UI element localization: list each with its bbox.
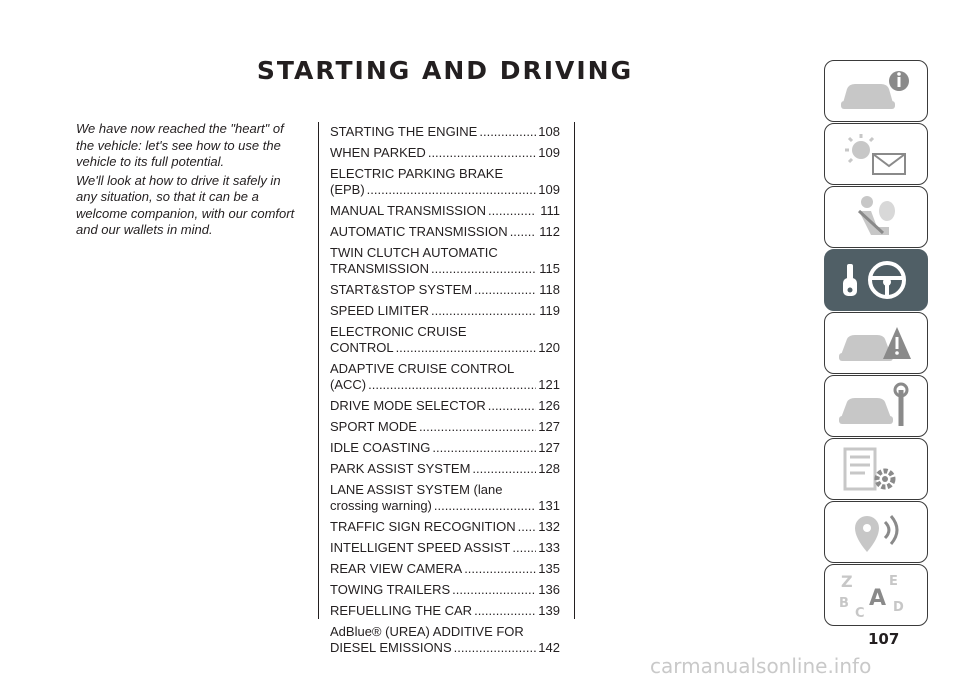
toc-leader-dots xyxy=(368,377,536,393)
toc-leader-dots xyxy=(510,224,536,240)
toc-entry[interactable] xyxy=(330,461,560,477)
toc-page-number: 128 xyxy=(538,461,560,476)
watermark-text: carmanualsonline.info xyxy=(650,654,872,678)
toc-entry-label: ELECTRIC PARKING BRAKE xyxy=(330,166,504,181)
toc-leader-dots xyxy=(512,540,536,556)
toc-leader-dots xyxy=(431,261,536,277)
tab-warning-lights[interactable] xyxy=(824,123,928,185)
toc-entry-label: WHEN PARKED xyxy=(330,145,426,160)
toc-entry[interactable] xyxy=(330,245,560,277)
toc-entry-label: (EPB) xyxy=(330,182,365,197)
toc-entry-label: LANE ASSIST SYSTEM (lane xyxy=(330,482,503,497)
toc-entry-label: INTELLIGENT SPEED ASSIST xyxy=(330,540,511,555)
toc-entry-label: IDLE COASTING xyxy=(330,440,431,455)
toc-entry-label: PARK ASSIST SYSTEM xyxy=(330,461,471,476)
multimedia-icon xyxy=(837,508,917,558)
toc-page-number: 131 xyxy=(538,498,560,513)
toc-page-number: 133 xyxy=(538,540,560,555)
tab-servicing[interactable] xyxy=(824,375,928,437)
toc-page-number: 111 xyxy=(540,203,560,218)
toc-page-number: 127 xyxy=(538,440,560,455)
toc-entry-label: DRIVE MODE SELECTOR xyxy=(330,398,486,413)
toc-page-number: 119 xyxy=(539,303,560,318)
tab-multimedia[interactable] xyxy=(824,501,928,563)
toc-page-number: 139 xyxy=(538,603,560,618)
toc-leader-dots xyxy=(396,340,536,356)
toc-page-number: 135 xyxy=(538,561,560,576)
svg-text:Z: Z xyxy=(841,572,853,591)
toc-entry[interactable] xyxy=(330,224,560,240)
toc-leader-dots xyxy=(464,561,536,577)
intro-text xyxy=(76,121,302,241)
toc-page-number: 126 xyxy=(538,398,560,413)
svg-text:D: D xyxy=(893,600,904,615)
toc-entry[interactable] xyxy=(330,124,560,140)
column-divider-left xyxy=(318,122,319,619)
toc-leader-dots xyxy=(454,640,536,656)
tab-car-info[interactable] xyxy=(824,60,928,122)
toc-entry-label: START&STOP SYSTEM xyxy=(330,282,473,297)
toc-page-number: 115 xyxy=(539,261,560,276)
seat-airbag-icon xyxy=(837,193,917,243)
toc-leader-dots xyxy=(419,419,536,435)
toc-entry-label: SPORT MODE xyxy=(330,419,417,434)
toc-entry[interactable] xyxy=(330,519,560,535)
tab-technical-data[interactable] xyxy=(824,438,928,500)
toc-entry-label: MANUAL TRANSMISSION xyxy=(330,203,487,218)
toc-entry[interactable] xyxy=(330,303,560,319)
car-emergency-icon xyxy=(837,319,917,369)
toc-entry[interactable] xyxy=(330,398,560,414)
warning-lights-message-icon xyxy=(837,130,917,180)
toc-entry[interactable] xyxy=(330,203,560,219)
car-maintenance-wrench-icon xyxy=(837,382,917,432)
toc-entry[interactable] xyxy=(330,166,560,198)
toc-entry-label: (ACC) xyxy=(330,377,367,392)
toc-entry[interactable] xyxy=(330,603,560,619)
toc-entry-label: TRANSMISSION xyxy=(330,261,429,276)
toc-entry-label: AdBlue® (UREA) ADDITIVE FOR xyxy=(330,624,524,639)
toc-entry[interactable] xyxy=(330,361,560,393)
toc-entry-label: TRAFFIC SIGN RECOGNITION xyxy=(330,519,516,534)
toc-entry-label: DIESEL EMISSIONS xyxy=(330,640,452,655)
toc-leader-dots xyxy=(518,519,536,535)
toc-page-number: 120 xyxy=(538,340,560,355)
toc-entry-label: SPEED LIMITER xyxy=(330,303,429,318)
toc-leader-dots xyxy=(428,145,536,161)
toc-entry-label: REAR VIEW CAMERA xyxy=(330,561,463,576)
toc-entry-label: STARTING THE ENGINE xyxy=(330,124,478,139)
toc-leader-dots xyxy=(474,282,536,298)
toc-leader-dots xyxy=(431,303,536,319)
toc-leader-dots xyxy=(474,603,536,619)
toc-entry[interactable] xyxy=(330,419,560,435)
column-divider-right xyxy=(574,122,575,619)
toc-entry[interactable] xyxy=(330,561,560,577)
toc-page-number: 109 xyxy=(538,145,560,160)
tab-starting-driving[interactable] xyxy=(824,249,928,311)
toc-page-number: 118 xyxy=(539,282,560,297)
specifications-gear-icon xyxy=(837,445,917,495)
toc-entry[interactable] xyxy=(330,540,560,556)
svg-text:A: A xyxy=(869,586,887,611)
toc-leader-dots xyxy=(367,182,536,198)
toc-page-number: 127 xyxy=(538,419,560,434)
toc-leader-dots xyxy=(479,124,536,140)
table-of-contents xyxy=(330,124,560,661)
toc-entry[interactable] xyxy=(330,440,560,456)
toc-entry[interactable] xyxy=(330,482,560,514)
toc-entry[interactable] xyxy=(330,145,560,161)
tab-index[interactable] xyxy=(824,564,928,626)
toc-entry[interactable] xyxy=(330,324,560,356)
tab-safety[interactable] xyxy=(824,186,928,248)
key-steering-wheel-icon xyxy=(837,256,917,306)
svg-text:C: C xyxy=(855,606,865,621)
toc-entry[interactable] xyxy=(330,624,560,656)
intro-paragraph: We have now reached the "heart" of the vehicle: let's see how to use the vehicle to its full potential. xyxy=(76,121,284,169)
toc-page-number: 132 xyxy=(538,519,560,534)
svg-text:E: E xyxy=(889,574,898,589)
toc-leader-dots xyxy=(434,498,536,514)
toc-entry-label: AUTOMATIC TRANSMISSION xyxy=(330,224,508,239)
toc-entry-label: crossing warning) xyxy=(330,498,432,513)
page-title: STARTING AND DRIVING xyxy=(256,56,634,85)
toc-leader-dots xyxy=(472,461,536,477)
intro-paragraph: We'll look at how to drive it safely in any situation, so that it can be a welcome companion, with our comfort and our wallets in mind. xyxy=(76,172,295,237)
toc-entry-label: CONTROL xyxy=(330,340,394,355)
index-az-icon xyxy=(837,571,917,621)
svg-text:B: B xyxy=(839,596,849,611)
page-number: 107 xyxy=(868,630,900,648)
toc-entry[interactable] xyxy=(330,582,560,598)
toc-leader-dots xyxy=(452,582,536,598)
toc-page-number: 112 xyxy=(539,224,560,239)
toc-entry-label: ADAPTIVE CRUISE CONTROL xyxy=(330,361,515,376)
toc-page-number: 136 xyxy=(538,582,560,597)
toc-entry-label: TWIN CLUTCH AUTOMATIC xyxy=(330,245,498,260)
toc-leader-dots xyxy=(488,203,536,219)
toc-page-number: 109 xyxy=(538,182,560,197)
tab-emergency[interactable] xyxy=(824,312,928,374)
toc-entry-label: TOWING TRAILERS xyxy=(330,582,451,597)
toc-leader-dots xyxy=(488,398,536,414)
toc-entry[interactable] xyxy=(330,282,560,298)
toc-page-number: 142 xyxy=(538,640,560,655)
toc-leader-dots xyxy=(432,440,536,456)
toc-page-number: 121 xyxy=(538,377,560,392)
toc-entry-label: ELECTRONIC CRUISE xyxy=(330,324,467,339)
toc-entry-label: REFUELLING THE CAR xyxy=(330,603,473,618)
toc-page-number: 108 xyxy=(538,124,560,139)
car-info-icon xyxy=(837,67,917,117)
